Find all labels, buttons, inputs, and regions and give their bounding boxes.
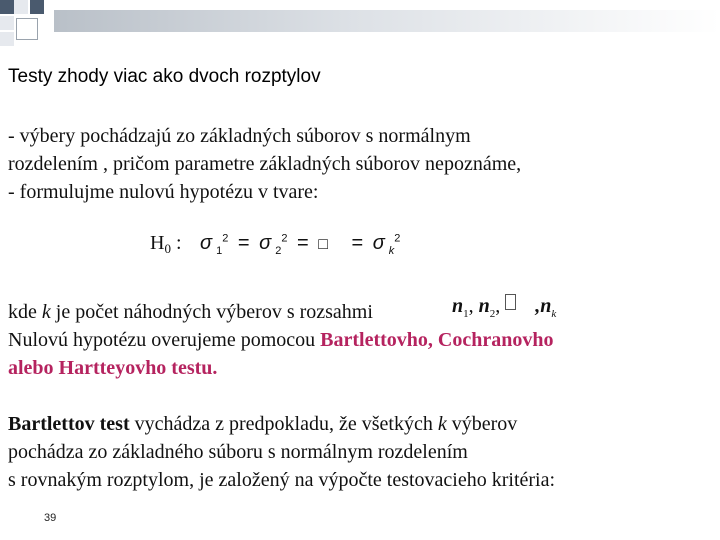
deco-square — [0, 0, 14, 14]
slide-title: Testy zhody viac ako dvoch rozptylov — [8, 66, 321, 87]
ellipsis-placeholder-icon — [505, 294, 516, 310]
test-names-highlight: alebo Hartteyovho testu. — [8, 357, 218, 379]
deco-square — [30, 0, 44, 14]
h-colon: : — [175, 232, 182, 254]
page-number: 39 — [44, 512, 57, 524]
ellipsis-placeholder-icon: □ — [318, 236, 328, 253]
hypothesis-label — [150, 232, 182, 257]
h-subscript: 0 — [164, 241, 171, 256]
text-line: - výbery pochádzajú zo základných súborov s normálnym — [8, 125, 471, 147]
sigma-2: σ $_2^2$ — [259, 232, 288, 257]
equals-sign: = — [297, 232, 309, 254]
deco-square — [0, 32, 14, 46]
bartlett-paragraph — [8, 410, 555, 494]
hypothesis-formula — [200, 232, 404, 257]
sigma-k: σ $_k^2$ — [372, 232, 401, 257]
text-line — [8, 354, 553, 382]
sample-sizes-formula: $n_1$, $n_2$, $,n_k$ — [452, 295, 557, 320]
sigma-1: σ $_1^2$ — [200, 232, 229, 257]
text-line: pochádza zo základného súboru s normálnym rozdelením — [8, 441, 468, 463]
deco-square — [16, 18, 38, 40]
text-line: kde k je počet náhodných výberov s rozsahmi — [8, 301, 373, 323]
text-line: Bartlettov test vychádza z predpokladu, že všetkých k výberov — [8, 413, 518, 435]
deco-square — [0, 16, 14, 30]
equals-sign: = — [237, 232, 250, 254]
equals-sign: = — [351, 232, 364, 254]
assumptions-paragraph — [8, 122, 521, 206]
h-symbol: H — [150, 232, 165, 254]
text-line: - formulujme nulovú hypotézu v tvare: — [8, 181, 319, 203]
deco-square — [14, 0, 28, 14]
text-line: Nulovú hypotézu overujeme pomocou Bartlettovho, Cochranovho — [8, 329, 554, 351]
test-names-highlight: Bartlettovho, Cochranovho — [320, 329, 554, 351]
header-bar — [54, 10, 720, 32]
text-line: rozdelením , pričom parametre základných súborov nepoznáme, — [8, 153, 522, 175]
text-line: s rovnakým rozptylom, je založený na výpočte testovacieho kritéria: — [8, 469, 556, 491]
